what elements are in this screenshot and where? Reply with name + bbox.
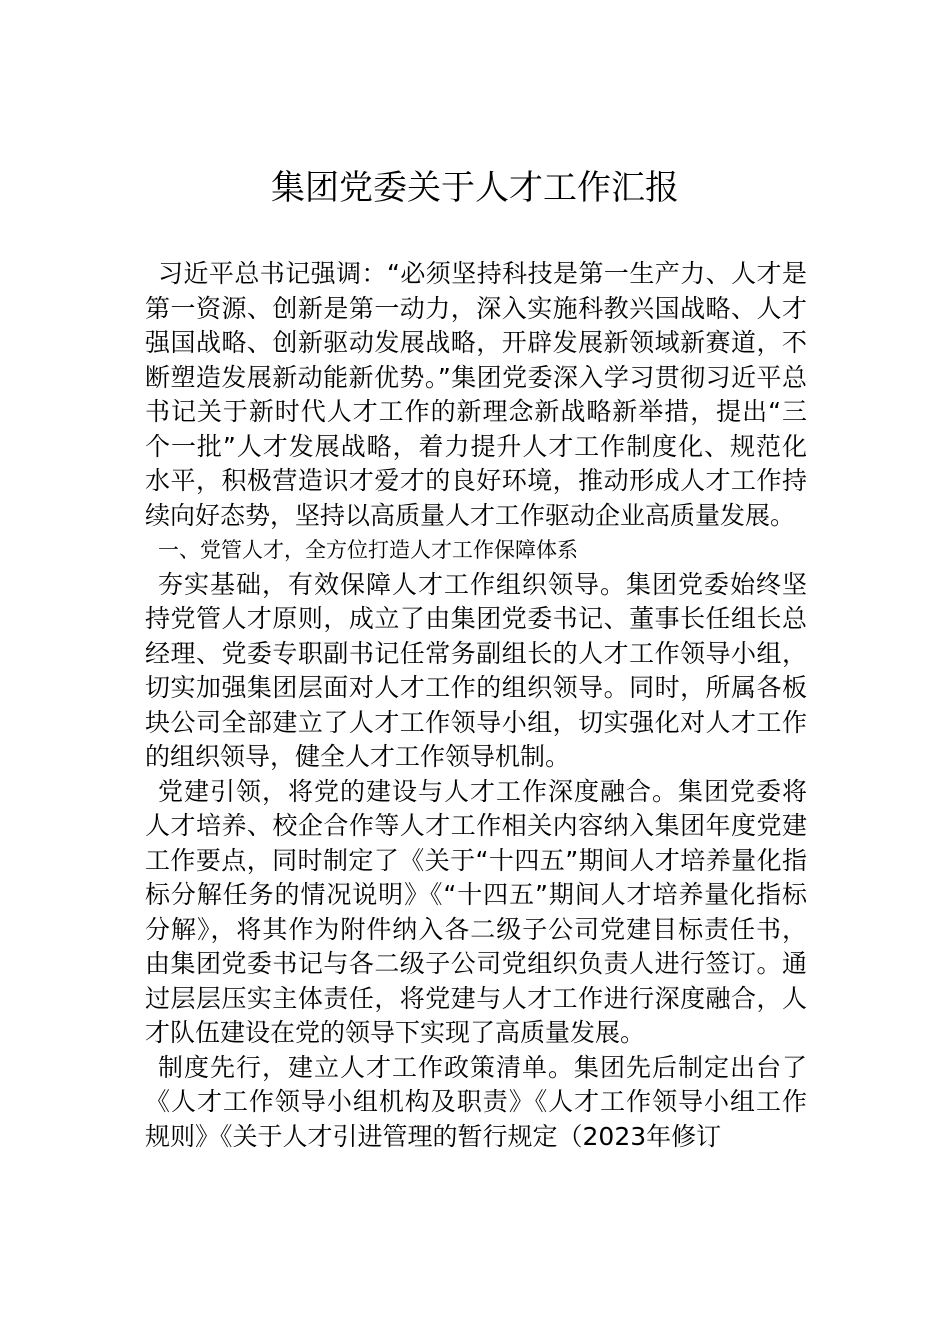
paragraph-policy-list: 制度先行，建立人才工作政策清单。集团先后制定出台了《人才工作领导小组机构及职责》《人才工作领导小组工作规则》《关于人才引进管理的暂行规定（2023年修订 <box>145 1052 807 1151</box>
paragraph-party-building: 党建引领，将党的建设与人才工作深度融合。集团党委将人才培养、校企合作等人才工作相关内容纳入集团年度党建工作要点，同时制定了《关于“十四五”期间人才培养量化指标分解任务的情况说明》《“十四五”期间人才培养量化指标分解》，将其作为附件纳入各二级子公司党建目标责任书，由集团党委书记与各二级子公司党组织负责人进行签订。通过层层压实主体责任，将党建与人才工作进行深度融合，人才队伍建设在党的领导下实现了高质量发展。 <box>145 776 807 1047</box>
paragraph-intro: 习近平总书记强调：“必须坚持科技是第一生产力、人才是第一资源、创新是第一动力，深入实施科教兴国战略、人才强国战略、创新驱动发展战略，开辟发展新领域新赛道，不断塑造发展新动能新优势。”集团党委深入学习贯彻习近平总书记关于新时代人才工作的新理念新战略新举措，提出“三个一批”人才发展战略，着力提升人才工作制度化、规范化水平，积极营造识才爱才的良好环境，推动形成人才工作持续向好态势，坚持以高质量人才工作驱动企业高质量发展。 <box>145 259 807 530</box>
document-body <box>145 257 807 1154</box>
document-title: 集团党委关于人才工作汇报 <box>271 168 679 208</box>
section-heading-1: 一、党管人才，全方位打造人才工作保障体系 <box>158 538 578 562</box>
paragraph-foundation: 夯实基础，有效保障人才工作组织领导。集团党委始终坚持党管人才原则，成立了由集团党委书记、董事长任组长总经理、党委专职副书记任常务副组长的人才工作领导小组，切实加强集团层面对人才工作的组织领导。同时，所属各板块公司全部建立了人才工作领导小组，切实强化对人才工作的组织领导，健全人才工作领导机制。 <box>145 569 807 771</box>
